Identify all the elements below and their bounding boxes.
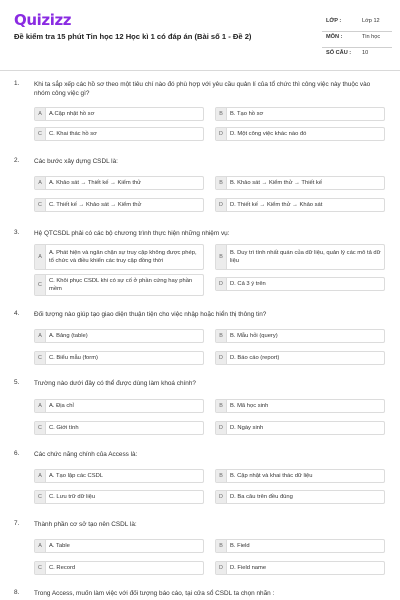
option-letter: A	[35, 330, 46, 342]
meta-count-label: SỐ CÂU :	[326, 50, 352, 56]
meta-subject-label: MÔN :	[326, 34, 343, 40]
option-letter: D	[216, 562, 227, 574]
option-text: A. Tạo lập các CSDL	[49, 472, 104, 479]
option-text: A. Địa chỉ	[49, 402, 74, 409]
meta-count	[322, 46, 392, 64]
option-text: B. Duy trì tính nhất quán của dữ liệu, quản lý các mô tả dữ liệu	[230, 249, 381, 264]
option-text: C. Lưu trữ dữ liệu	[49, 493, 96, 500]
option-text: B. Tạo hồ sơ	[230, 110, 264, 117]
option-text: C. Record	[49, 564, 76, 571]
option-d[interactable]	[215, 277, 385, 291]
question-text: Trong Access, muốn làm việc với đối tượng báo cáo, tại cửa sổ CSDL ta chọn nhãn :	[34, 590, 275, 597]
meta-class-value: Lớp 12	[362, 18, 380, 24]
option-letter: A	[35, 245, 46, 269]
option-text: A. Bảng (table)	[49, 332, 88, 339]
option-text: D. Một công việc khác nào đó	[230, 130, 307, 137]
option-b[interactable]	[215, 176, 385, 190]
option-a[interactable]	[34, 469, 204, 483]
option-letter: C	[35, 491, 46, 503]
option-letter: C	[35, 352, 46, 364]
question-text: Đối tượng nào giúp tạo giao diện thuận tiện cho việc nhập hoặc hiển thị thông tin?	[34, 311, 267, 318]
option-text: A. Khảo sát → Thiết kế → Kiểm thử	[49, 179, 142, 186]
option-letter: A	[35, 540, 46, 552]
option-a[interactable]	[34, 539, 204, 553]
question-text: Các chức năng chính của Access là:	[34, 451, 138, 458]
question-text: Thành phần cơ sở tạo nên CSDL là:	[34, 521, 137, 528]
option-text: D. Báo cáo (report)	[230, 354, 280, 361]
option-letter: B	[216, 330, 227, 342]
option-b[interactable]	[215, 399, 385, 413]
option-letter: D	[216, 128, 227, 140]
option-c[interactable]	[34, 561, 204, 575]
option-d[interactable]	[215, 198, 385, 212]
option-c[interactable]	[34, 490, 204, 504]
option-a[interactable]	[34, 176, 204, 190]
question-number: 5.	[14, 379, 20, 386]
worksheet-header	[0, 0, 400, 66]
option-text: A. Table	[49, 542, 70, 549]
option-c[interactable]	[34, 351, 204, 365]
option-c[interactable]	[34, 274, 204, 296]
option-letter: A	[35, 108, 46, 120]
option-text: D. Ngày sinh	[230, 424, 264, 431]
option-text: B. Mã học sinh	[230, 402, 269, 409]
option-letter: C	[35, 562, 46, 574]
question-number: 7.	[14, 520, 20, 527]
option-text: B. Khảo sát → Kiểm thử → Thiết kế	[230, 179, 323, 186]
option-letter: C	[35, 199, 46, 211]
question-number: 2.	[14, 157, 20, 164]
option-a[interactable]	[34, 399, 204, 413]
option-a[interactable]	[34, 244, 204, 270]
option-letter: C	[35, 422, 46, 434]
option-text: A. Phát hiện và ngăn chặn sự truy cập không được phép, tổ chức và điều khiển các truy cập đồng thời	[49, 249, 197, 264]
question-number: 4.	[14, 310, 20, 317]
option-letter: D	[216, 199, 227, 211]
meta-count-value: 10	[362, 50, 369, 56]
option-letter: A	[35, 470, 46, 482]
quizizz-logo: Quizizz	[14, 11, 72, 29]
option-letter: B	[216, 540, 227, 552]
header-divider	[0, 70, 400, 71]
option-d[interactable]	[215, 490, 385, 504]
option-letter: B	[216, 245, 227, 269]
option-b[interactable]	[215, 539, 385, 553]
meta-subject-value: Tin học	[362, 34, 381, 40]
option-d[interactable]	[215, 421, 385, 435]
option-text: B. Mẫu hỏi (query)	[230, 332, 278, 339]
option-text: B. Field	[230, 542, 250, 549]
option-b[interactable]	[215, 107, 385, 121]
option-text: B. Cập nhật và khai thác dữ liệu	[230, 472, 313, 479]
option-letter: D	[216, 278, 227, 290]
option-d[interactable]	[215, 561, 385, 575]
option-b[interactable]	[215, 244, 385, 270]
option-text: D. Thiết kế → Kiểm thử → Khảo sát	[230, 201, 323, 208]
option-letter: D	[216, 422, 227, 434]
option-letter: B	[216, 400, 227, 412]
option-text: C. Biểu mẫu (form)	[49, 354, 98, 361]
option-d[interactable]	[215, 351, 385, 365]
option-letter: D	[216, 491, 227, 503]
question-number: 3.	[14, 229, 20, 236]
question-number: 1.	[14, 80, 20, 87]
option-letter: C	[35, 128, 46, 140]
option-text: D. Field name	[230, 564, 267, 571]
option-text: C. Khôi phục CSDL khi có sự cố ở phần cứng hay phần mềm	[49, 277, 193, 292]
option-a[interactable]	[34, 329, 204, 343]
option-text: C. Khai thác hồ sơ	[49, 130, 97, 137]
question-text: Trường nào dưới đây có thể được dùng làm khoá chính?	[34, 380, 196, 387]
option-letter: B	[216, 470, 227, 482]
option-b[interactable]	[215, 469, 385, 483]
option-text: C. Thiết kế → Khảo sát → Kiểm thử	[49, 201, 142, 208]
option-letter: A	[35, 400, 46, 412]
option-a[interactable]	[34, 107, 204, 121]
option-c[interactable]	[34, 198, 204, 212]
option-d[interactable]	[215, 127, 385, 141]
option-letter: C	[35, 275, 46, 295]
option-letter: B	[216, 177, 227, 189]
option-b[interactable]	[215, 329, 385, 343]
option-c[interactable]	[34, 127, 204, 141]
question-text: Hệ QTCSDL phải có các bộ chương trình thực hiện những nhiệm vụ:	[34, 230, 230, 237]
option-c[interactable]	[34, 421, 204, 435]
option-text: D. Ba câu trên đều đúng	[230, 493, 293, 500]
question-text: Các bước xây dựng CSDL là:	[34, 158, 118, 165]
option-text: A.Cập nhật hồ sơ	[49, 110, 95, 117]
option-text: D. Cả 3 ý trên	[230, 280, 266, 287]
question-number: 8.	[14, 589, 20, 596]
option-letter: A	[35, 177, 46, 189]
question-number: 6.	[14, 450, 20, 457]
option-letter: B	[216, 108, 227, 120]
question-text: Khi ta sắp xếp các hồ sơ theo một tiêu chí nào đó phù hợp với yêu cầu quản lí của tổ chức thì công việc này thuộc vào nhóm công việc gì?	[34, 81, 371, 97]
option-letter: D	[216, 352, 227, 364]
meta-class-label: LỚP :	[326, 18, 342, 24]
worksheet-title: Đề kiểm tra 15 phút Tin học 12 Học kì 1 có đáp án (Bài số 1 - Đề 2)	[14, 32, 252, 41]
option-text: C. Giới tính	[49, 424, 79, 431]
